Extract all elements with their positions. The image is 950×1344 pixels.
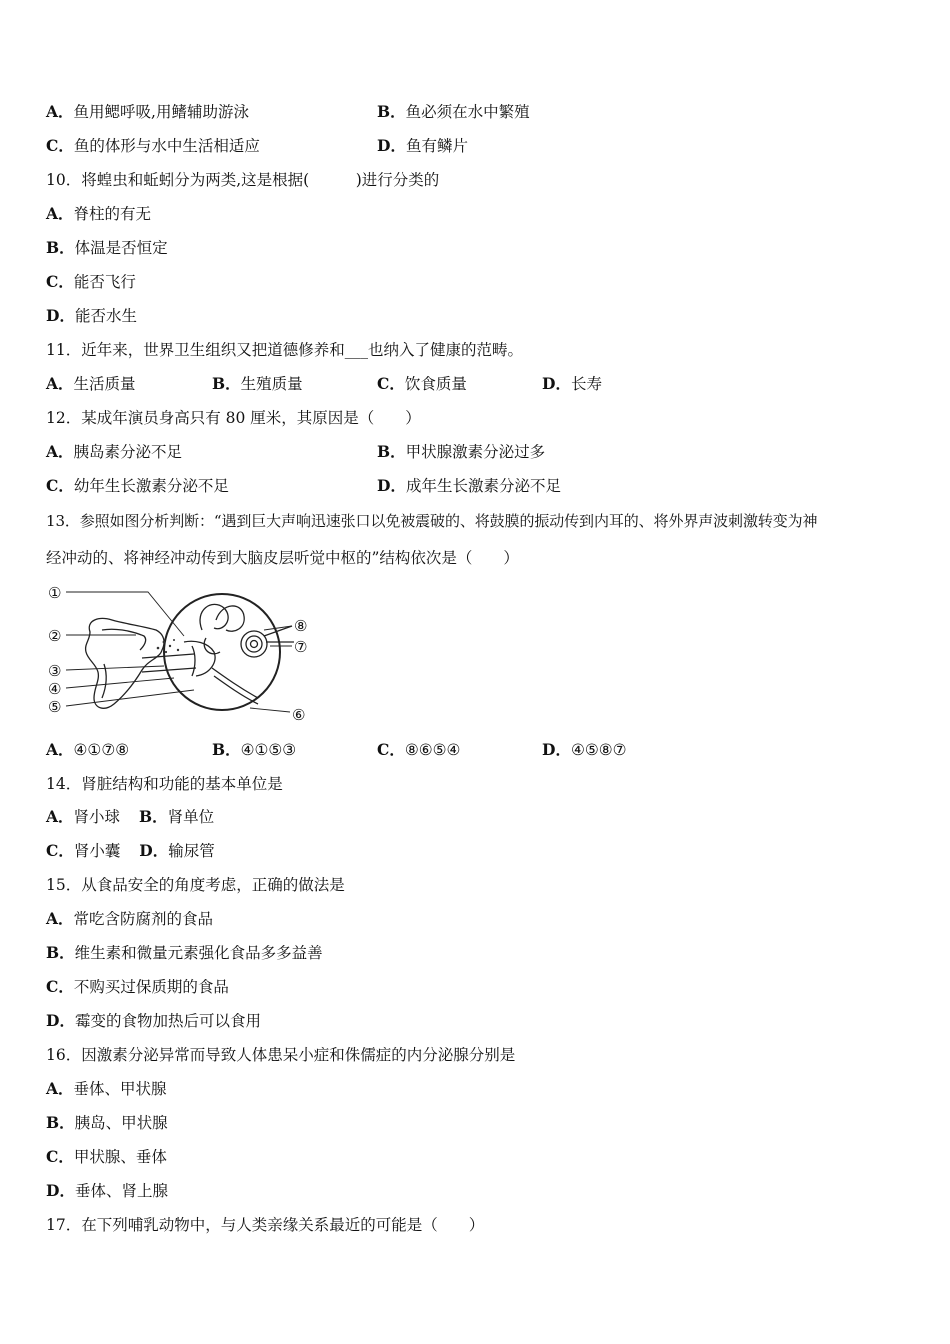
cochlea-outer [241, 631, 267, 657]
q14-option-row-2 [46, 840, 215, 862]
q10-option-d: D．能否水生 [46, 306, 137, 325]
leader-line-4 [66, 678, 174, 688]
label-7: ⑦ [294, 638, 308, 656]
q11-option-b: B．生殖质量 [212, 374, 303, 393]
pinna-lobe-curve [102, 664, 106, 698]
tympanic-speckles [157, 639, 180, 653]
leader-line-5 [66, 690, 194, 706]
q14-option-a: A．肾小球 [46, 807, 121, 826]
label-4: ④ [48, 680, 62, 698]
label-5: ⑤ [48, 698, 62, 716]
q13-option-a: A．④①⑦⑧ [46, 740, 130, 759]
q12-option-c: C．幼年生长激素分泌不足 [46, 476, 229, 495]
q9-option-row-2 [46, 135, 468, 157]
q14-option-b: B．肾单位 [138, 807, 215, 826]
q13-option-d: D．④⑤⑧⑦ [542, 740, 627, 759]
q13-option-b: B．④①⑤③ [212, 740, 297, 759]
q11-option-a: A．生活质量 [46, 374, 136, 393]
label-1: ① [48, 584, 62, 602]
ear-canal [142, 654, 196, 672]
q16-option-a: A．垂体、甲状腺 [46, 1079, 167, 1098]
q12-option-d: D．成年生长激素分泌不足 [377, 476, 561, 495]
leader-line-6 [250, 708, 290, 712]
q9-option-a: A．鱼用鳃呼吸,用鳍辅助游泳 [46, 102, 249, 121]
q10-option-c: C．能否飞行 [46, 272, 136, 291]
q14-option-d: D．输尿管 [139, 841, 215, 860]
ear-diagram [44, 580, 319, 728]
q9-option-c: C．鱼的体形与水中生活相适应 [46, 136, 260, 155]
label-8: ⑧ [294, 617, 308, 635]
q9-option-d: D．鱼有鳞片 [377, 136, 468, 155]
q13-stem-line-2: 经冲动的、将神经冲动传到大脑皮层听觉中枢的”结构依次是（ ） [46, 549, 519, 567]
q16-option-d: D．垂体、肾上腺 [46, 1181, 168, 1200]
q15-option-b: B．维生素和微量元素强化食品多多益善 [46, 943, 323, 962]
q15-option-a: A．常吃含防腐剂的食品 [46, 909, 214, 928]
q13-option-c: C．⑧⑥⑤④ [377, 740, 461, 759]
q17-stem: 17．在下列哺乳动物中，与人类亲缘关系最近的可能是（ ） [46, 1216, 485, 1234]
q10-option-a: A．脊柱的有无 [46, 204, 152, 223]
cochlea-inner [251, 641, 258, 648]
q10-option-b: B．体温是否恒定 [46, 238, 168, 257]
q15-option-c: C．不购买过保质期的食品 [46, 977, 229, 996]
q14-option-row-1 [46, 806, 214, 828]
leader-line-3 [66, 666, 164, 670]
q11-option-d: D．长寿 [542, 374, 602, 393]
semicircular-canal-3 [204, 638, 220, 654]
pinna-inner-fold [102, 629, 146, 650]
label-2: ② [48, 627, 62, 645]
semicircular-canal-2 [216, 606, 244, 631]
q11-stem: 11．近年来，世界卫生组织又把道德修养和___也纳入了健康的范畴。 [46, 341, 523, 359]
q12-option-b: B．甲状腺激素分泌过多 [377, 442, 546, 461]
q11-option-c: C．饮食质量 [377, 374, 467, 393]
q15-stem: 15．从食品安全的角度考虑，正确的做法是 [46, 876, 345, 894]
eustachian-tube [212, 668, 258, 704]
q16-stem: 16．因激素分泌异常而导致人体患呆小症和侏儒症的内分泌腺分别是 [46, 1046, 516, 1064]
magnifier-circle [164, 594, 280, 710]
label-3: ③ [48, 662, 62, 680]
label-6: ⑥ [292, 706, 306, 724]
q12-option-row-2 [46, 475, 561, 497]
q10-stem: 10．将蝗虫和蚯蚓分为两类,这是根据( )进行分类的 [46, 171, 440, 189]
q14-option-c: C．肾小囊 [46, 841, 121, 860]
q13-stem-line-1: 13．参照如图分析判断：“遇到巨大声响迅速张口以免被震破的、将鼓膜的振动传到内耳的、将外界声波刺激转变为神 [46, 512, 818, 530]
q15-option-d: D．霉变的食物加热后可以食用 [46, 1011, 261, 1030]
cochlea-middle [246, 636, 262, 652]
q16-option-b: B．胰岛、甲状腺 [46, 1113, 168, 1132]
middle-ear-chamber [184, 641, 215, 676]
q9-option-row-1 [46, 101, 530, 123]
q16-option-c: C．甲状腺、垂体 [46, 1147, 167, 1166]
q9-option-b: B．鱼必须在水中繁殖 [377, 102, 530, 121]
q12-option-a: A．胰岛素分泌不足 [46, 442, 183, 461]
q14-stem: 14．肾脏结构和功能的基本单位是 [46, 775, 283, 793]
eardrum [192, 646, 195, 676]
leader-line-1 [66, 592, 184, 636]
q12-stem: 12．某成年演员身高只有 80 厘米，其原因是（ ） [46, 409, 421, 427]
q12-option-row-1 [46, 441, 546, 463]
